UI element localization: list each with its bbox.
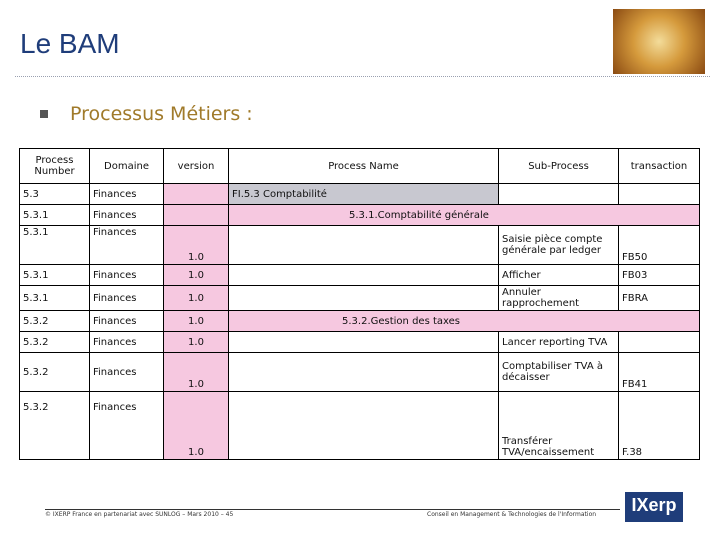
cell-name [229,392,499,460]
table-row [20,205,700,226]
cell-num: 5.3.2 [20,392,90,460]
table-row [20,311,700,332]
table-row [20,184,700,205]
compass-image [613,9,705,74]
cell-trans: FB50 [619,226,700,265]
cell-version: 1.0 [164,332,229,353]
cell-sub: Afficher [499,265,619,286]
cell-name [229,265,499,286]
cell-domaine: Finances [90,184,164,205]
table-row [20,265,700,286]
header-version: version [164,149,229,184]
footer [45,509,665,519]
section-subtitle: Processus Métiers : [70,103,253,125]
cell-domaine: Finances [90,226,164,265]
header-domaine: Domaine [90,149,164,184]
cell-domaine: Finances [90,205,164,226]
cell-sub: Lancer reporting TVA [499,332,619,353]
header-sub-process: Sub-Process [499,149,619,184]
table-row [20,353,700,392]
page-title: Le BAM [20,28,120,59]
cell-num: 5.3.2 [20,353,90,392]
cell-version [164,205,229,226]
cell-version [164,184,229,205]
ixerp-logo: IXerp [625,492,683,522]
cell-num: 5.3.2 [20,311,90,332]
cell-domaine: Finances [90,286,164,311]
cell-num: 5.3.1 [20,205,90,226]
cell-version: 1.0 [164,265,229,286]
cell-sub: Comptabiliser TVA à décaisser [499,353,619,392]
table-header-row [20,149,700,184]
cell-version: 1.0 [164,286,229,311]
cell-trans [619,332,700,353]
cell-trans: FBRA [619,286,700,311]
cell-trans: F.38 [619,392,700,460]
cell-version: 1.0 [164,353,229,392]
cell-sub [499,184,619,205]
cell-domaine: Finances [90,332,164,353]
cell-sub: Saisie pièce compte générale par ledger [499,226,619,265]
header-process-number: Process Number [20,149,90,184]
cell-num: 5.3 [20,184,90,205]
cell-domaine: Finances [90,392,164,460]
cell-domaine: Finances [90,265,164,286]
cell-name [229,286,499,311]
cell-name: 5.3.2.Gestion des taxes [229,311,700,332]
cell-domaine: Finances [90,311,164,332]
cell-num: 5.3.1 [20,286,90,311]
cell-domaine: Finances [90,353,164,392]
header-transaction: transaction [619,149,700,184]
cell-name [229,353,499,392]
divider [15,76,710,77]
table-row [20,286,700,311]
cell-name: FI.5.3 Comptabilité [229,184,499,205]
cell-name [229,226,499,265]
cell-sub: Transférer TVA/encaissement [499,392,619,460]
process-table [19,148,700,460]
table-row [20,332,700,353]
cell-num: 5.3.2 [20,332,90,353]
cell-version: 1.0 [164,392,229,460]
table-row [20,226,700,265]
footer-copyright: © IXERP France en partenariat avec SUNLOG – Mars 2010 – 45 [45,511,234,518]
footer-divider [45,509,620,510]
cell-trans [619,184,700,205]
footer-tagline: Conseil en Management & Technologies de l'Information [427,511,597,518]
bullet-icon [40,110,48,118]
cell-version: 1.0 [164,311,229,332]
cell-sub: Annuler rapprochement [499,286,619,311]
header-process-name: Process Name [229,149,499,184]
cell-version: 1.0 [164,226,229,265]
cell-trans: FB03 [619,265,700,286]
table-row [20,392,700,460]
cell-name: 5.3.1.Comptabilité générale [229,205,700,226]
cell-num: 5.3.1 [20,226,90,265]
cell-trans: FB41 [619,353,700,392]
cell-name [229,332,499,353]
cell-num: 5.3.1 [20,265,90,286]
